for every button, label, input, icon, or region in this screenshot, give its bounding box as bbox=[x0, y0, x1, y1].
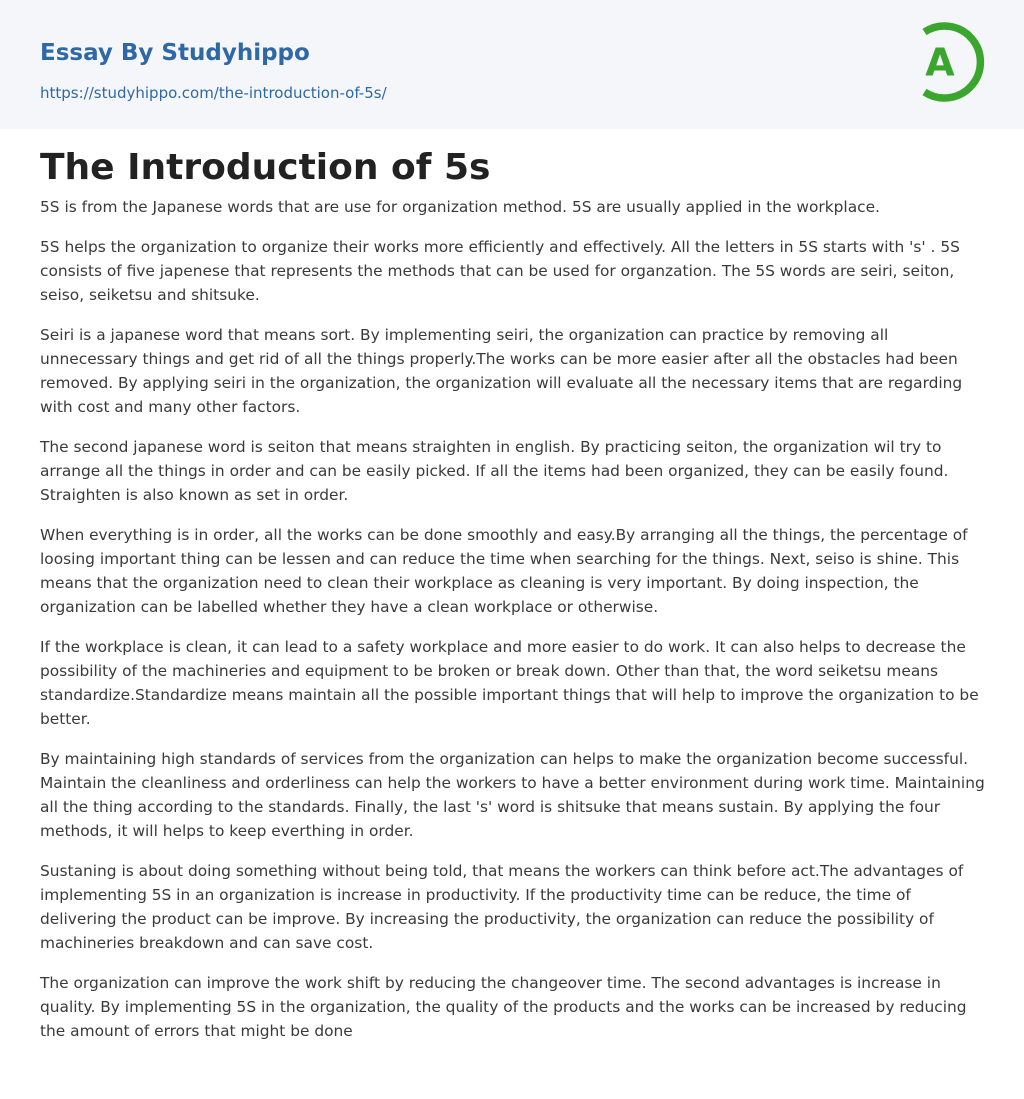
source-url-link[interactable]: https://studyhippo.com/the-introduction-of-5s/ bbox=[40, 84, 387, 102]
paragraph: 5S is from the Japanese words that are use for organization method. 5S are usually applied in the workplace. bbox=[40, 198, 880, 216]
paragraph: 5S helps the organization to organize their works more efficiently and effectively. All the letters in 5S starts with 's' . 5S consists of five japenese that represents the methods that can be used for organzation. The 5S words are seiri, seiton, seiso, seiketsu and shitsuke. bbox=[40, 238, 960, 304]
paragraph: When everything is in order, all the works can be done smoothly and easy.By arranging all the things, the percentage of loosing important thing can be lessen and can reduce the time when searching for the things. Next, seiso is shine. This means that the organization need to clean their workplace as cleaning is very important. By doing inspection, the organization can be labelled whether they have a clean workplace or otherwise. bbox=[40, 526, 968, 616]
paragraph: By maintaining high standards of services from the organization can helps to make the organization become successful. Maintain the cleanliness and orderliness can help the workers to have a better environment during work time. Maintaining all the thing according to the standards. Finally, the last 's' word is shitsuke that means sustain. By applying the four methods, it will helps to keep everthing in order. bbox=[40, 750, 985, 840]
logo-letter: A bbox=[925, 40, 955, 85]
paragraph: If the workplace is clean, it can lead to a safety workplace and more easier to do work. It can also helps to decrease the possibility of the machineries and equipment to be broken or break down. Other than that, the word seiketsu means standardize.Standardize means maintain all the possible important things that will help to improve the organization to be better. bbox=[40, 638, 979, 728]
paragraph: The second japanese word is seiton that means straighten in english. By practicing seiton, the organization wil try to arrange all the things in order and can be easily picked. If all the items had been organized, they can be easily found. Straighten is also known as set in order. bbox=[40, 438, 949, 504]
article-body bbox=[40, 195, 988, 1059]
paragraph: The organization can improve the work shift by reducing the changeover time. The second advantages is increase in quality. By implementing 5S in the organization, the quality of the products and the works can be increased by reducing the amount of errors that might be done bbox=[40, 974, 967, 1040]
site-brand[interactable]: Essay By Studyhippo bbox=[40, 40, 310, 66]
studyhippo-logo-icon[interactable] bbox=[913, 19, 985, 105]
paragraph: Sustaning is about doing something without being told, that means the workers can think before act.The advantages of implementing 5S in an organization is increase in productivity. If the productivity time can be reduce, the time of delivering the product can be improve. By increasing the productivity, the organization can reduce the possibility of machineries breakdown and can save cost. bbox=[40, 862, 964, 952]
paragraph: Seiri is a japanese word that means sort. By implementing seiri, the organization can practice by removing all unnecessary things and get rid of all the things properly.The works can be more easier after all the obstacles had been removed. By applying seiri in the organization, the organization will evaluate all the necessary items that are regarding with cost and many other factors. bbox=[40, 326, 963, 416]
page-title: The Introduction of 5s bbox=[40, 147, 491, 188]
